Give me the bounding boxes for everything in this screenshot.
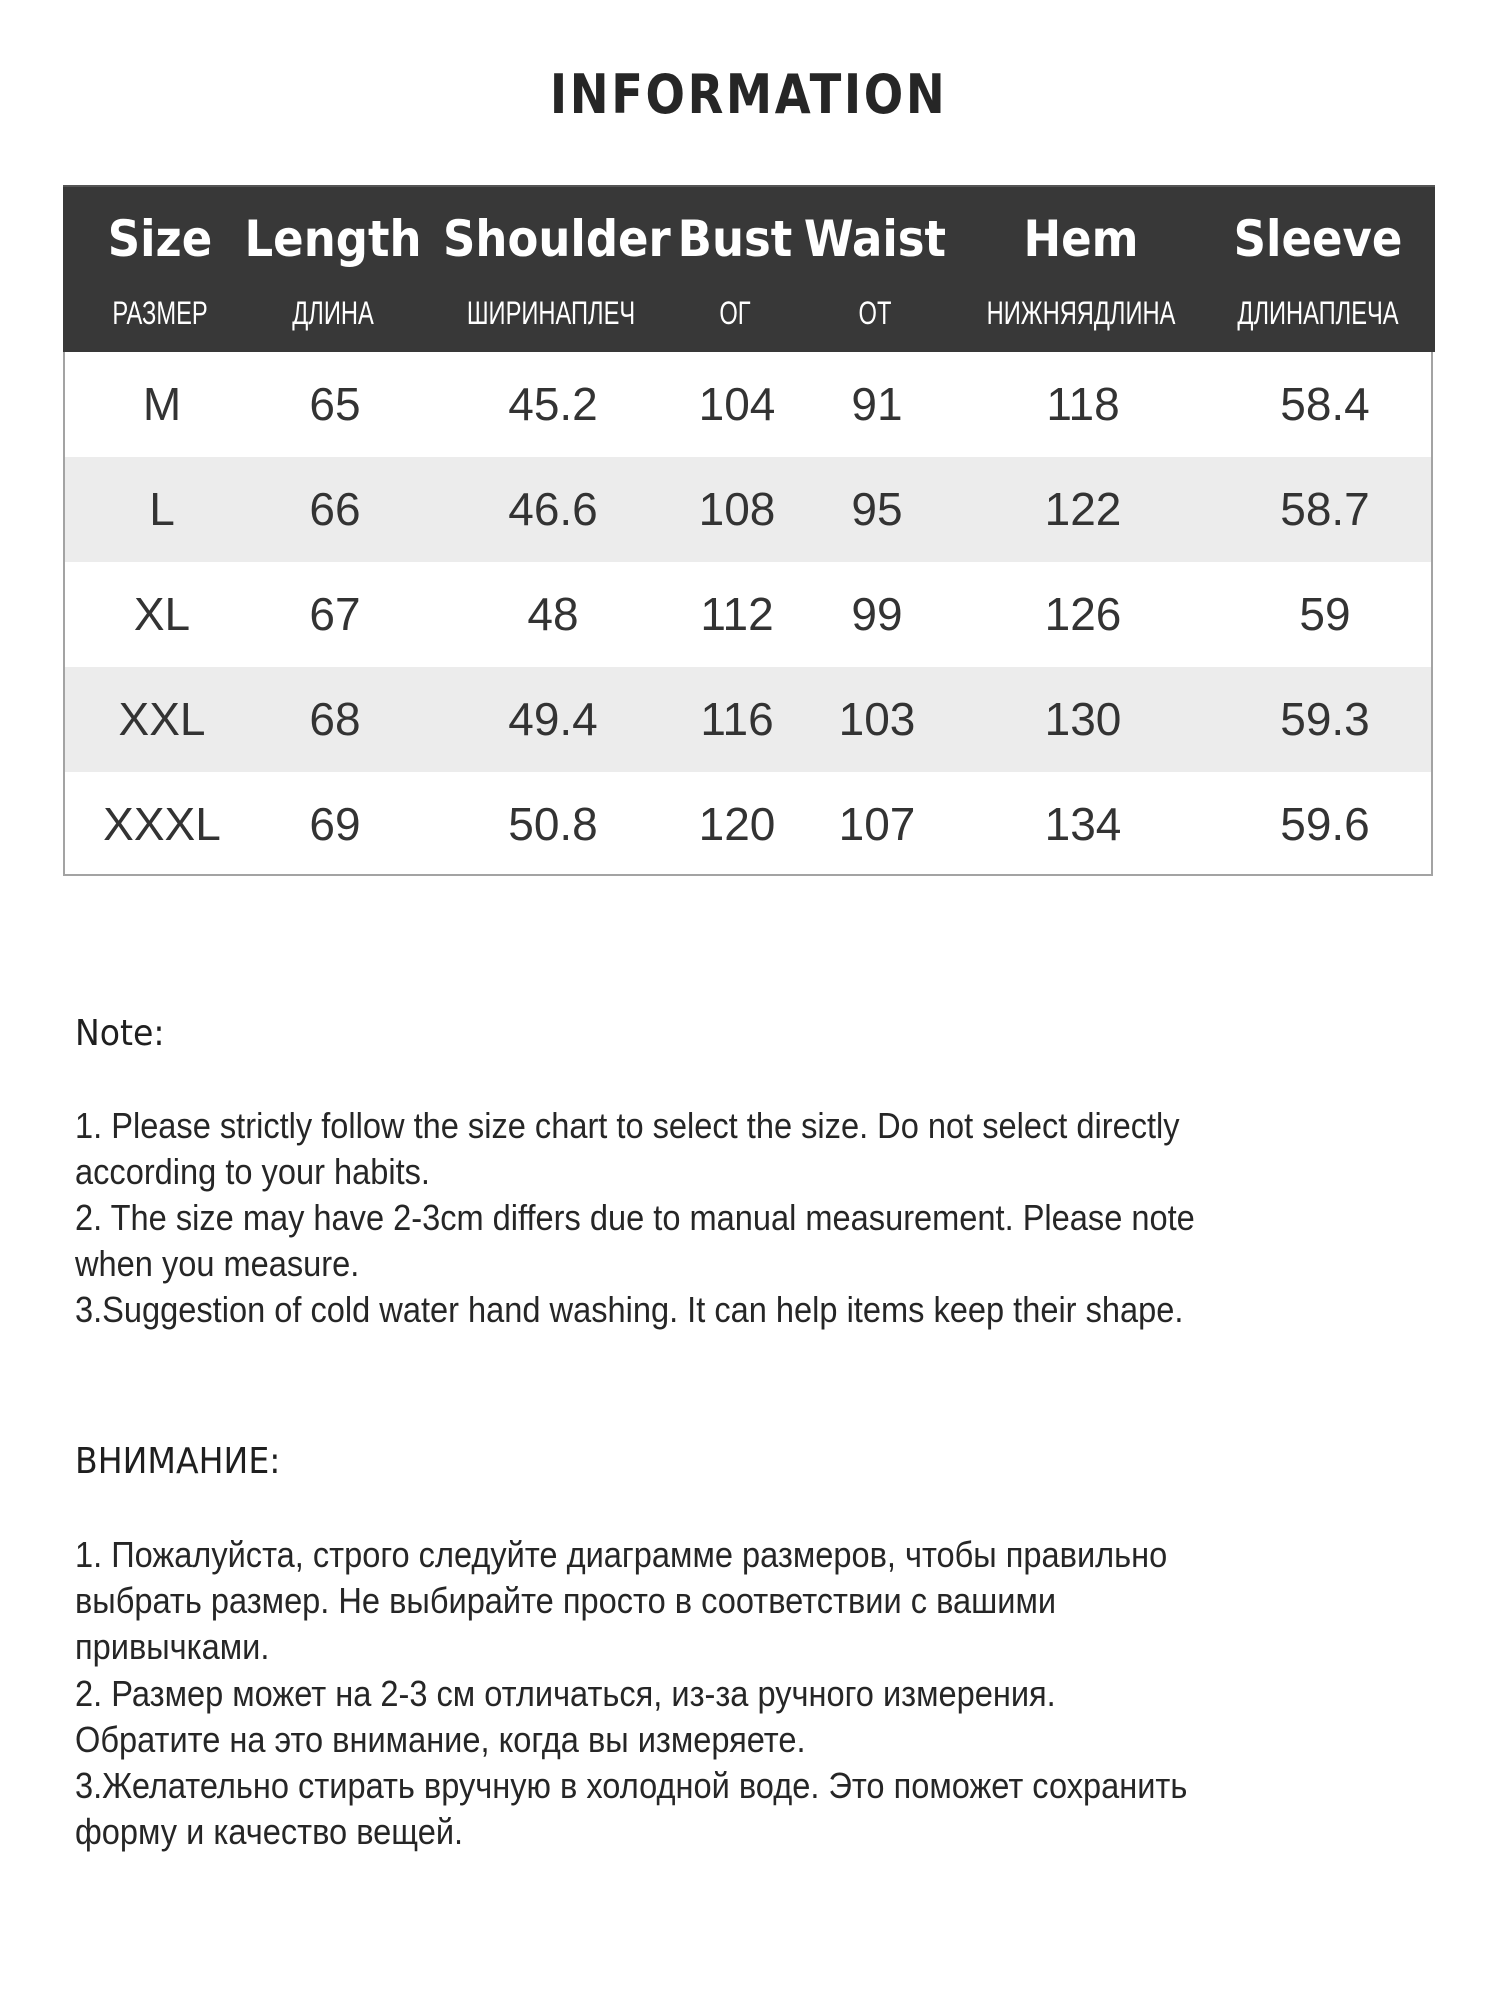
cell-bust: 104: [698, 378, 776, 430]
cell-length: 65: [309, 378, 361, 430]
note-line: 3.Желательно стирать вручную в холодной воде. Это поможет сохранить: [75, 1765, 1188, 1806]
table-row: [65, 667, 1431, 772]
cell-sleeve: 59.6: [1280, 798, 1370, 850]
cell-waist: 103: [838, 693, 916, 745]
cell-bust: 116: [700, 693, 774, 745]
cell-shoulder: 48: [527, 588, 579, 640]
cell-size: XL: [133, 588, 191, 640]
note-line: выбрать размер. Не выбирайте просто в соответствии с вашими: [75, 1580, 1057, 1621]
table-row: [65, 352, 1431, 457]
cell-waist: 99: [851, 588, 903, 640]
note-line: привычками.: [75, 1626, 270, 1667]
note-heading: Note:: [75, 1013, 165, 1054]
cell-length: 68: [309, 693, 361, 745]
cell-shoulder: 50.8: [508, 798, 598, 850]
cell-hem: 130: [1044, 693, 1122, 745]
cell-sleeve: 58.4: [1280, 378, 1370, 430]
column-header-label: Length: [244, 210, 422, 268]
cell-shoulder: 46.6: [508, 483, 598, 535]
column-header-sublabel: ДЛИНАПЛЕЧА: [1237, 295, 1399, 331]
column-header-sublabel: ШИРИНАПЛЕЧ: [466, 295, 636, 331]
column-header-sublabel: ДЛИНА: [292, 295, 374, 331]
table-row: [65, 772, 1431, 877]
page-title: INFORMATION: [549, 63, 948, 126]
cell-shoulder: 49.4: [508, 693, 598, 745]
column-header-sublabel: НИЖНЯЯДЛИНА: [986, 295, 1176, 331]
column-header-sublabel: РАЗМЕР: [112, 295, 208, 331]
note-line: Обратите на это внимание, когда вы измеряете.: [75, 1719, 806, 1760]
column-header-label: Waist: [803, 210, 947, 268]
cell-waist: 91: [851, 378, 903, 430]
column-header-sublabel: ОТ: [858, 295, 892, 331]
cell-waist: 107: [838, 798, 916, 850]
column-header-label: Shoulder: [443, 210, 671, 268]
cell-size: XXXL: [103, 798, 221, 850]
cell-size: M: [142, 378, 182, 430]
cell-waist: 95: [851, 483, 903, 535]
cell-sleeve: 59: [1299, 588, 1351, 640]
column-header-hem: [961, 187, 1201, 354]
cell-bust: 120: [698, 798, 776, 850]
column-header-label: Size: [107, 210, 213, 268]
note-line: форму и качество вещей.: [75, 1811, 464, 1852]
column-header-sleeve: [1198, 187, 1438, 354]
cell-bust: 108: [698, 483, 776, 535]
cell-shoulder: 45.2: [508, 378, 598, 430]
cell-bust: 112: [700, 588, 774, 640]
cell-hem: 122: [1044, 483, 1122, 535]
note-heading: ВНИМАНИЕ:: [75, 1441, 281, 1482]
table-row: [65, 457, 1431, 562]
cell-hem: 134: [1044, 798, 1122, 850]
note-line: according to your habits.: [75, 1151, 430, 1192]
cell-hem: 126: [1044, 588, 1122, 640]
column-header-waist: [755, 187, 995, 354]
column-header-sublabel: ОГ: [719, 295, 751, 331]
note-line: 2. The size may have 2-3cm differs due to manual measurement. Please note: [75, 1197, 1195, 1238]
column-header-label: Sleeve: [1233, 210, 1403, 268]
cell-sleeve: 59.3: [1280, 693, 1370, 745]
cell-length: 66: [309, 483, 361, 535]
note-line: 2. Размер может на 2-3 см отличаться, из-за ручного измерения.: [75, 1673, 1056, 1714]
table-row: [65, 562, 1431, 667]
note-line: 3.Suggestion of cold water hand washing. It can help items keep their shape.: [75, 1289, 1184, 1330]
cell-size: L: [149, 483, 175, 535]
cell-length: 69: [309, 798, 361, 850]
cell-length: 67: [309, 588, 361, 640]
cell-hem: 118: [1046, 378, 1120, 430]
cell-sleeve: 58.7: [1280, 483, 1370, 535]
column-header-label: Bust: [677, 210, 793, 268]
note-line: 1. Пожалуйста, строго следуйте диаграмме размеров, чтобы правильно: [75, 1534, 1168, 1575]
note-line: when you measure.: [75, 1243, 360, 1284]
cell-size: XXL: [118, 693, 206, 745]
column-header-length: [213, 187, 453, 354]
column-header-label: Hem: [1023, 210, 1139, 268]
note-line: 1. Please strictly follow the size chart to select the size. Do not select directly: [75, 1105, 1180, 1146]
table-header: [63, 185, 1435, 352]
size-chart-table: [63, 185, 1433, 876]
